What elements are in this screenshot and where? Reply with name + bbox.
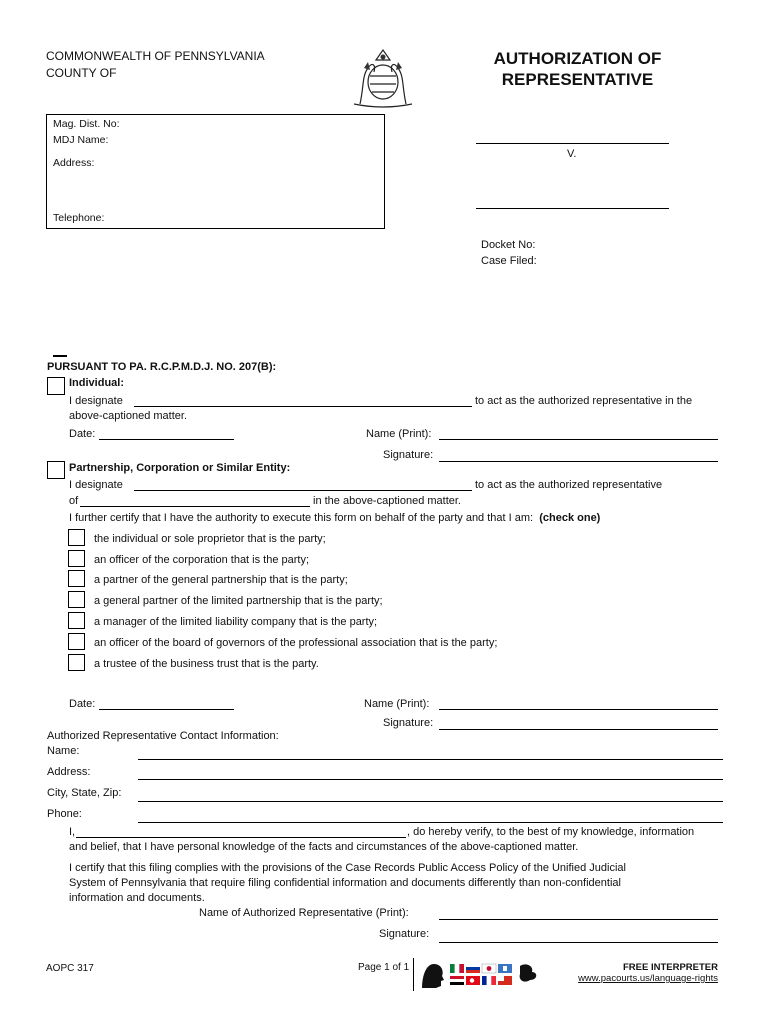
rep-signature-label: Signature: — [379, 928, 430, 940]
plaintiff-line[interactable] — [476, 143, 669, 144]
entity-signature-line[interactable] — [439, 729, 718, 730]
entity-party-line[interactable] — [80, 506, 310, 507]
individual-designee-line[interactable] — [134, 406, 472, 407]
individual-signature-line[interactable] — [439, 461, 718, 462]
entity-checkbox[interactable] — [47, 461, 65, 479]
docket-label: Docket No: — [481, 239, 536, 251]
individual-checkbox[interactable] — [47, 377, 65, 395]
option-checkbox-5[interactable] — [68, 612, 85, 629]
contact-heading: Authorized Representative Contact Information: — [47, 730, 279, 742]
title-line-2: REPRESENTATIVE — [501, 70, 654, 89]
option-label-5: a manager of the limited liability company that is the party; — [94, 616, 378, 628]
contact-city-label: City, State, Zip: — [47, 787, 122, 799]
contact-phone-line[interactable] — [138, 822, 723, 823]
mag-dist-label: Mag. Dist. No: — [53, 118, 120, 130]
verify-name-line[interactable] — [76, 837, 406, 838]
option-checkbox-1[interactable] — [68, 529, 85, 546]
court-info-box — [46, 114, 385, 229]
defendant-line[interactable] — [476, 208, 669, 209]
individual-heading: Individual: — [69, 377, 124, 389]
entity-certify: I further certify that I have the authority to execute this form on behalf of the party and that I am: — [69, 512, 534, 524]
entity-designate-pre: I designate — [69, 479, 123, 491]
entity-designate-post: to act as the authorized representative — [475, 479, 663, 491]
contact-address-line[interactable] — [138, 779, 723, 780]
option-checkbox-4[interactable] — [68, 591, 85, 608]
option-checkbox-7[interactable] — [68, 654, 85, 671]
versus-label: V. — [567, 148, 577, 160]
contact-city-line[interactable] — [138, 801, 723, 802]
commonwealth-label: COMMONWEALTH OF PENNSYLVANIA — [46, 49, 265, 63]
individual-name-line[interactable] — [439, 439, 718, 440]
entity-heading: Partnership, Corporation or Similar Entity: — [69, 462, 291, 474]
option-label-3: a partner of the general partnership that is the party; — [94, 574, 348, 586]
individual-signature-label: Signature: — [383, 449, 434, 461]
entity-of-pre: of — [69, 495, 79, 507]
header-left — [46, 48, 265, 82]
entity-name-label: Name (Print): — [364, 698, 430, 710]
option-label-2: an officer of the corporation that is the party; — [94, 554, 310, 566]
rep-signature-line[interactable] — [439, 942, 718, 943]
contact-name-line[interactable] — [138, 759, 723, 760]
entity-of-post: in the above-captioned matter. — [313, 495, 461, 507]
contact-phone-label: Phone: — [47, 808, 82, 820]
language-rights-link[interactable]: www.pacourts.us/language-rights — [578, 973, 718, 984]
option-label-6: an officer of the board of governors of the professional association that is the party; — [94, 637, 498, 649]
rep-name-label: Name of Authorized Representative (Print): — [199, 907, 409, 919]
individual-date-label: Date: — [69, 428, 96, 440]
page-indicator: Page 1 of 1 — [358, 962, 410, 973]
verify-post: , do hereby verify, to the best of my knowledge, information — [407, 826, 695, 838]
address-label: Address: — [53, 157, 95, 169]
option-label-1: the individual or sole proprietor that is the party; — [94, 533, 326, 545]
language-flags-icon — [420, 958, 540, 992]
contact-address-label: Address: — [47, 766, 91, 778]
heading-mark — [53, 355, 67, 357]
individual-date-line[interactable] — [99, 439, 234, 440]
individual-name-label: Name (Print): — [366, 428, 432, 440]
entity-designee-line[interactable] — [134, 490, 472, 491]
pennsylvania-seal-icon — [346, 46, 420, 108]
individual-designate-cont: above-captioned matter. — [69, 410, 188, 422]
entity-signature-label: Signature: — [383, 717, 434, 729]
individual-designate-post: to act as the authorized representative in the — [475, 395, 693, 407]
verify-pre: I, — [69, 826, 76, 838]
verify-line-2: and belief, that I have personal knowledge of the facts and circumstances of the above-captioned matter. — [69, 841, 579, 853]
entity-certify-text — [69, 512, 600, 524]
option-checkbox-6[interactable] — [68, 633, 85, 650]
entity-date-label: Date: — [69, 698, 96, 710]
telephone-label: Telephone: — [53, 212, 105, 224]
certify-line-2: System of Pennsylvania that require filing confidential information and documents differently than non-confidential — [69, 877, 621, 889]
entity-date-line[interactable] — [99, 709, 234, 710]
footer-divider — [413, 958, 414, 991]
form-title — [470, 48, 685, 90]
certify-line-3: information and documents. — [69, 892, 205, 904]
case-filed-label: Case Filed: — [481, 255, 537, 267]
option-checkbox-2[interactable] — [68, 550, 85, 567]
free-interpreter-label: FREE INTERPRETER — [622, 962, 718, 973]
individual-designate-pre: I designate — [69, 395, 123, 407]
form-code: AOPC 317 — [46, 963, 94, 974]
option-label-7: a trustee of the business trust that is the party. — [94, 658, 319, 670]
county-label: COUNTY OF — [46, 66, 117, 80]
option-checkbox-3[interactable] — [68, 570, 85, 587]
check-one-label: (check one) — [539, 512, 601, 524]
title-line-1: AUTHORIZATION OF — [493, 49, 662, 68]
rep-name-line[interactable] — [439, 919, 718, 920]
option-label-4: a general partner of the limited partnership that is the party; — [94, 595, 383, 607]
pursuant-heading: PURSUANT TO PA. R.C.P.M.D.J. NO. 207(B): — [47, 361, 277, 373]
interpreter-notice — [562, 962, 718, 984]
contact-name-label: Name: — [47, 745, 80, 757]
mdj-name-label: MDJ Name: — [53, 134, 109, 146]
certify-line-1: I certify that this filing complies with the provisions of the Case Records Public Access Policy of the Unified Judicial — [69, 862, 626, 874]
entity-name-line[interactable] — [439, 709, 718, 710]
